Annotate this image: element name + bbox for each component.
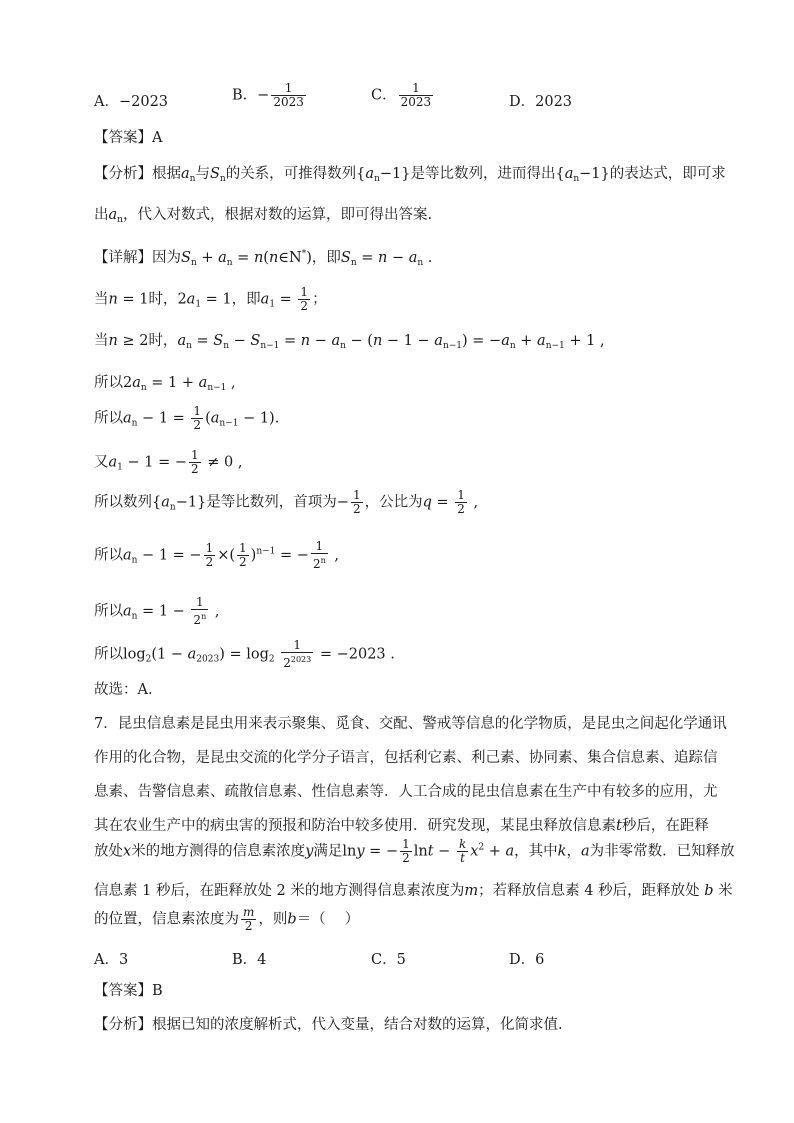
q7-option-b: B．4: [232, 952, 267, 968]
q6-detail-line3: 当n ≥ 2时，$a_n = S_n - S_{n-1} = n - a_n - (n - 1 - a_{n-1}) = -a_n + a_{n-1} + 1$ ,: [94, 333, 605, 351]
q6-option-b: B．− $\frac{1}{2023}$: [232, 81, 304, 109]
q7-paragraph-line4: 其在农业生产中的病虫害的预报和防治中较多使用．研究发现，某昆虫释放信息素t秒后，在距释: [94, 818, 709, 834]
q6-detail-line4: 所以$2a_n = 1 + a_{n-1}$ ,: [94, 375, 236, 393]
q6-detail-line6: 又$a_1 - 1$ = − $\frac{1}{2}$ ≠ 0 ,: [94, 448, 243, 476]
q7-answer: 【答案】B: [94, 983, 163, 999]
q7-option-d: D．6: [509, 952, 545, 968]
q6-conclusion: 故选：A.: [94, 682, 153, 698]
q6-detail-line1: 【详解】因为$S_n + a_n$ = n(n∈N*)，即$S_n = n - a_n$ .: [94, 249, 433, 268]
q6-detail-line7: 所以数列$\{a_n-1\}$是等比数列，首项为− $\frac{1}{2}$ ，公比为q = $\frac{1}{2}$ ,: [94, 488, 479, 516]
q7-paragraph-line6: 信息素 1 秒后，在距释放处 2 米的地方测得信息素浓度为m；若释放信息素 4 秒后，距释放处 b 米: [94, 883, 733, 899]
q6-option-a: A．−2023: [94, 94, 169, 110]
q7-paragraph-line7: 的位置，信息素浓度为 $\frac{m}{2}$ ，则b＝（ ）: [94, 905, 360, 933]
q6-detail-line8: 所以$a_n - 1$ = − $\frac{1}{2}$ ×( $\frac{1}{2}$ )$^{n-1}$ = − $\frac{1}{2^n}$ ,: [94, 539, 339, 571]
q6-option-c: C． $\frac{1}{2023}$: [371, 81, 432, 109]
q7-paragraph-line1: 7．昆虫信息素是昆虫用来表示聚集、觅食、交配、警戒等信息的化学物质，是昆虫之间起化学通讯: [94, 716, 727, 732]
q7-option-c: C．5: [371, 952, 406, 968]
q6-option-d: D．2023: [509, 94, 573, 110]
q7-option-a: A．3: [94, 952, 129, 968]
q7-paragraph-line5: 放处x米的地方测得的信息素浓度y满足lny = − $\frac{1}{2}$ lnt − $\frac{k}{t}$ $x^2 + a$，其中k，a为非零常数．已知释放: [94, 837, 735, 865]
q7-paragraph-line3: 息素、告警信息素、疏散信息素、性信息素等．人工合成的昆虫信息素在生产中有较多的应用，尤: [94, 784, 718, 800]
q6-answer: 【答案】A: [94, 130, 163, 146]
q7-paragraph-line2: 作用的化合物，是昆虫交流的化学分子语言，包括利它素、利己素、协同素、集合信息素、追踪信: [94, 750, 718, 766]
q6-analysis-line2: 出$a_n$，代入对数式，根据对数的运算，即可得出答案.: [94, 207, 433, 225]
q7-analysis: 【分析】根据已知的浓度解析式，代入变量，结合对数的运算，化简求值.: [94, 1017, 563, 1033]
q6-detail-line5: 所以$a_n - 1$ = $\frac{1}{2}$ $(a_{n-1} - 1)$.: [94, 404, 280, 432]
q6-detail-line10: 所以$\log_2(1 - a_{2023}) = \log_2$ $\frac{1}{2^{2023}}$ = −2023 .: [94, 638, 395, 670]
q6-analysis-line1: 【分析】根据$a_n$与$S_n$的关系，可推得数列$\{a_n-1\}$是等比数列，进而得出$\{a_n-1\}$的表达式，即可求: [94, 166, 726, 184]
q6-detail-line9: 所以$a_n = 1$ − $\frac{1}{2^n}$ ,: [94, 595, 220, 627]
q6-detail-line2: 当n = 1时，$2a_1 = 1$，即$a_1$ = $\frac{1}{2}$ ；: [94, 285, 327, 313]
